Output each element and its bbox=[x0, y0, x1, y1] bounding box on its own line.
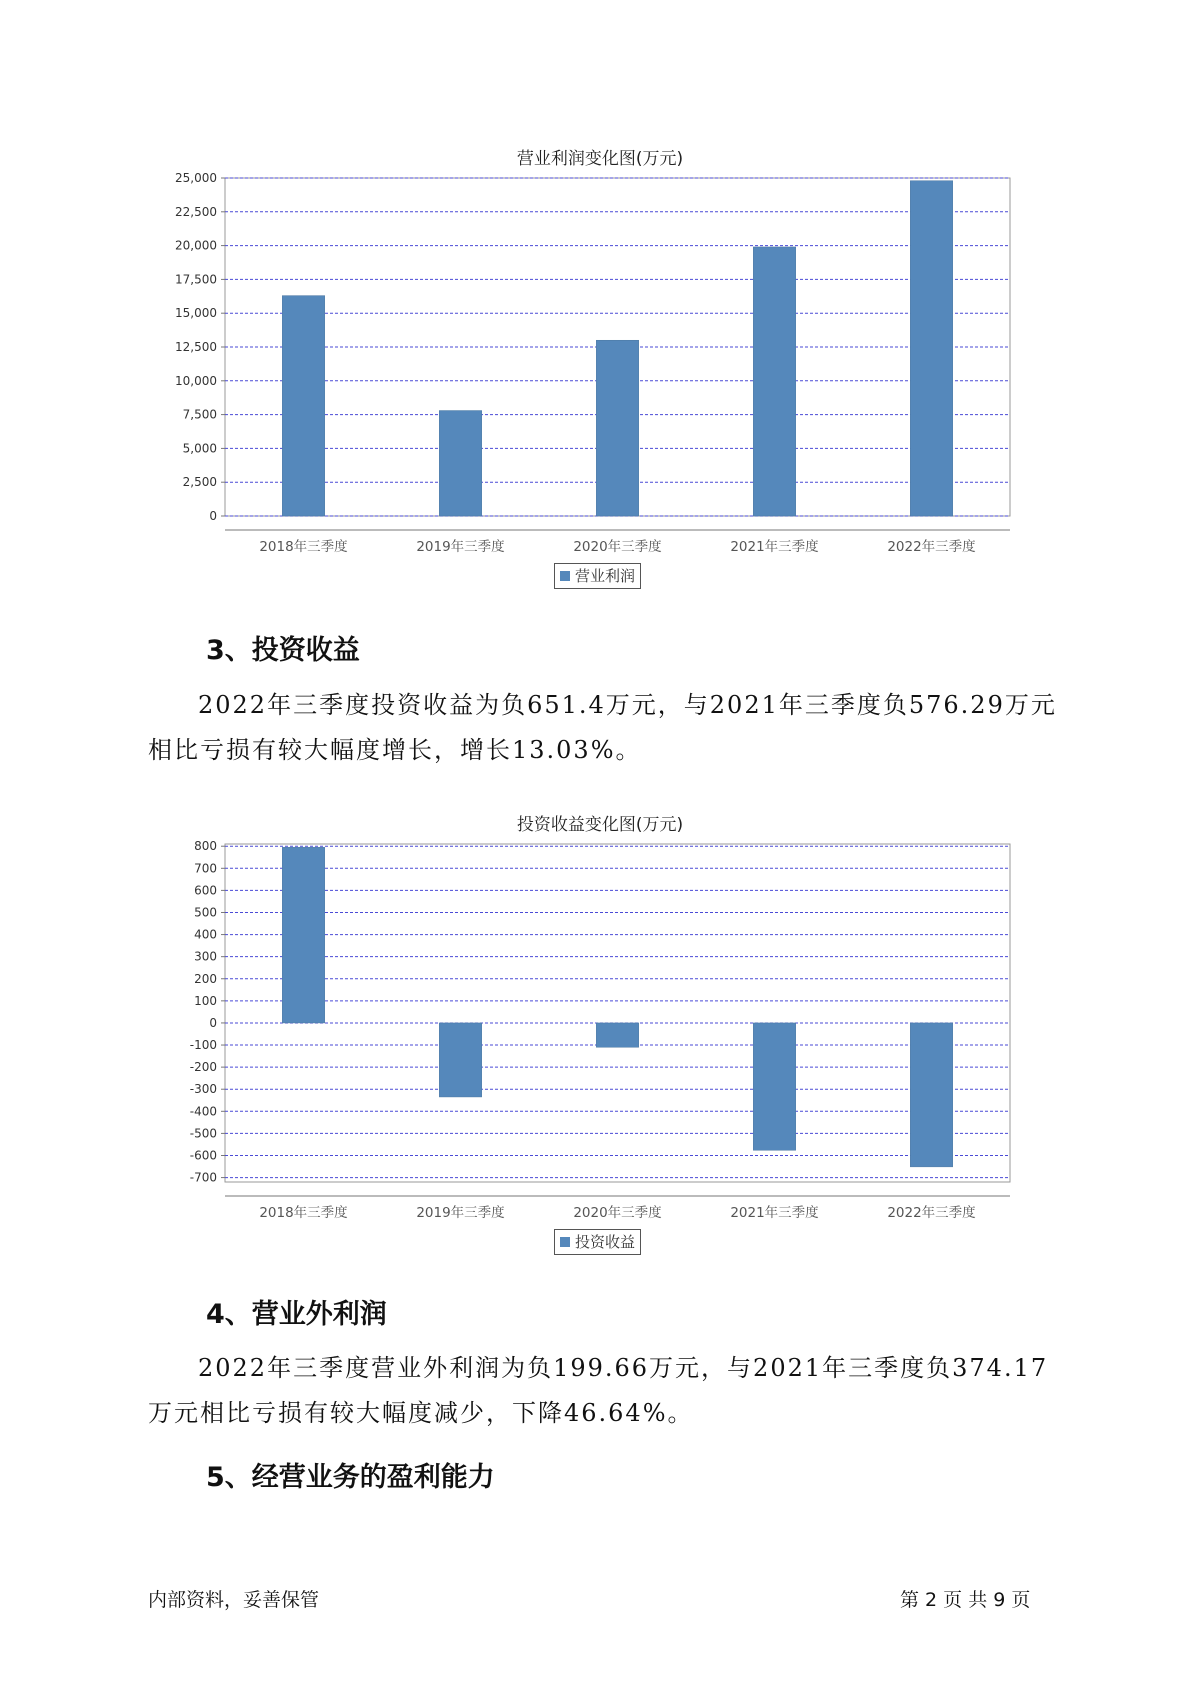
bar bbox=[596, 1023, 638, 1047]
chart-title: 营业利润变化图(万元) bbox=[516, 149, 684, 169]
y-tick-label: 700 bbox=[194, 861, 217, 876]
y-tick-label: -600 bbox=[189, 1148, 217, 1163]
y-tick-label: 0 bbox=[209, 1015, 217, 1030]
x-tick-label: 2020年三季度 bbox=[573, 1205, 662, 1221]
y-tick-label: -200 bbox=[189, 1060, 217, 1075]
footer-note: 内部资料，妥善保管 bbox=[148, 1589, 320, 1611]
bar bbox=[282, 847, 324, 1023]
y-tick-label: 500 bbox=[194, 905, 217, 920]
x-tick-label: 2021年三季度 bbox=[730, 1205, 819, 1221]
bar bbox=[753, 1023, 795, 1150]
legend-label: 投资收益 bbox=[575, 1233, 636, 1251]
y-tick-label: 22,500 bbox=[175, 204, 217, 219]
y-tick-label: 15,000 bbox=[175, 306, 217, 321]
bar bbox=[910, 181, 952, 516]
plot-area bbox=[225, 844, 1010, 1182]
x-tick-label: 2020年三季度 bbox=[573, 539, 662, 555]
y-tick-label: 200 bbox=[194, 971, 217, 986]
y-tick-label: 10,000 bbox=[175, 373, 217, 388]
chart-plot bbox=[150, 836, 1050, 1266]
bar bbox=[910, 1023, 952, 1167]
section-heading-non-operating-profit: 4、营业外利润 bbox=[206, 1299, 387, 1330]
x-tick-label: 2018年三季度 bbox=[259, 1205, 348, 1221]
x-tick-label: 2022年三季度 bbox=[887, 539, 976, 555]
y-tick-label: 2,500 bbox=[182, 475, 217, 490]
y-tick-label: 12,500 bbox=[175, 340, 217, 354]
y-tick-label: -300 bbox=[189, 1082, 217, 1097]
x-tick-label: 2021年三季度 bbox=[730, 539, 819, 555]
y-tick-label: 5,000 bbox=[182, 441, 217, 456]
chart-legend bbox=[554, 563, 641, 589]
chart-title: 投资收益变化图(万元) bbox=[516, 815, 684, 835]
section-paragraph-non-operating-profit bbox=[148, 1346, 1068, 1436]
x-tick-label: 2018年三季度 bbox=[259, 539, 348, 555]
y-tick-label: -400 bbox=[189, 1104, 217, 1119]
y-tick-label: 7,500 bbox=[182, 407, 217, 422]
paragraph-text: 2022年三季度营业外利润为负199.66万元，与2021年三季度负374.17万元相比亏损有较大幅度减少，下降46.64%。 bbox=[148, 1354, 1049, 1427]
section-heading-profitability: 5、经营业务的盈利能力 bbox=[206, 1462, 495, 1493]
bar bbox=[753, 247, 795, 516]
x-tick-label: 2022年三季度 bbox=[887, 1205, 976, 1221]
chart-plot bbox=[150, 170, 1050, 600]
chart-legend bbox=[554, 1229, 641, 1255]
bar bbox=[439, 1023, 481, 1097]
y-tick-label: 25,000 bbox=[175, 171, 217, 185]
legend-label: 营业利润 bbox=[575, 567, 636, 585]
y-tick-label: 100 bbox=[194, 993, 217, 1008]
legend-swatch bbox=[560, 571, 570, 581]
bar bbox=[439, 411, 481, 516]
y-tick-label: 0 bbox=[209, 509, 217, 523]
section-heading-investment-income: 3、投资收益 bbox=[206, 635, 360, 666]
y-tick-label: -100 bbox=[189, 1038, 217, 1053]
bar bbox=[282, 296, 324, 516]
legend-swatch bbox=[560, 1237, 570, 1247]
y-tick-label: 300 bbox=[194, 949, 217, 964]
page-number: 第 2 页 共 9 页 bbox=[900, 1589, 1031, 1611]
y-tick-label: 17,500 bbox=[175, 272, 217, 287]
x-tick-label: 2019年三季度 bbox=[416, 539, 505, 555]
bar bbox=[596, 340, 638, 516]
y-tick-label: 600 bbox=[194, 883, 217, 898]
x-tick-label: 2019年三季度 bbox=[416, 1205, 505, 1221]
y-tick-label: -700 bbox=[189, 1170, 217, 1185]
y-tick-label: 20,000 bbox=[175, 238, 217, 253]
operating-profit-chart bbox=[150, 140, 1050, 600]
investment-income-chart bbox=[150, 806, 1050, 1266]
paragraph-text: 2022年三季度投资收益为负651.4万元，与2021年三季度负576.29万元相比亏损有较大幅度增长，增长13.03%。 bbox=[148, 691, 1057, 764]
section-paragraph-investment-income bbox=[148, 683, 1068, 773]
y-tick-label: 400 bbox=[194, 927, 217, 942]
y-tick-label: 800 bbox=[194, 839, 217, 854]
y-tick-label: -500 bbox=[189, 1126, 217, 1141]
